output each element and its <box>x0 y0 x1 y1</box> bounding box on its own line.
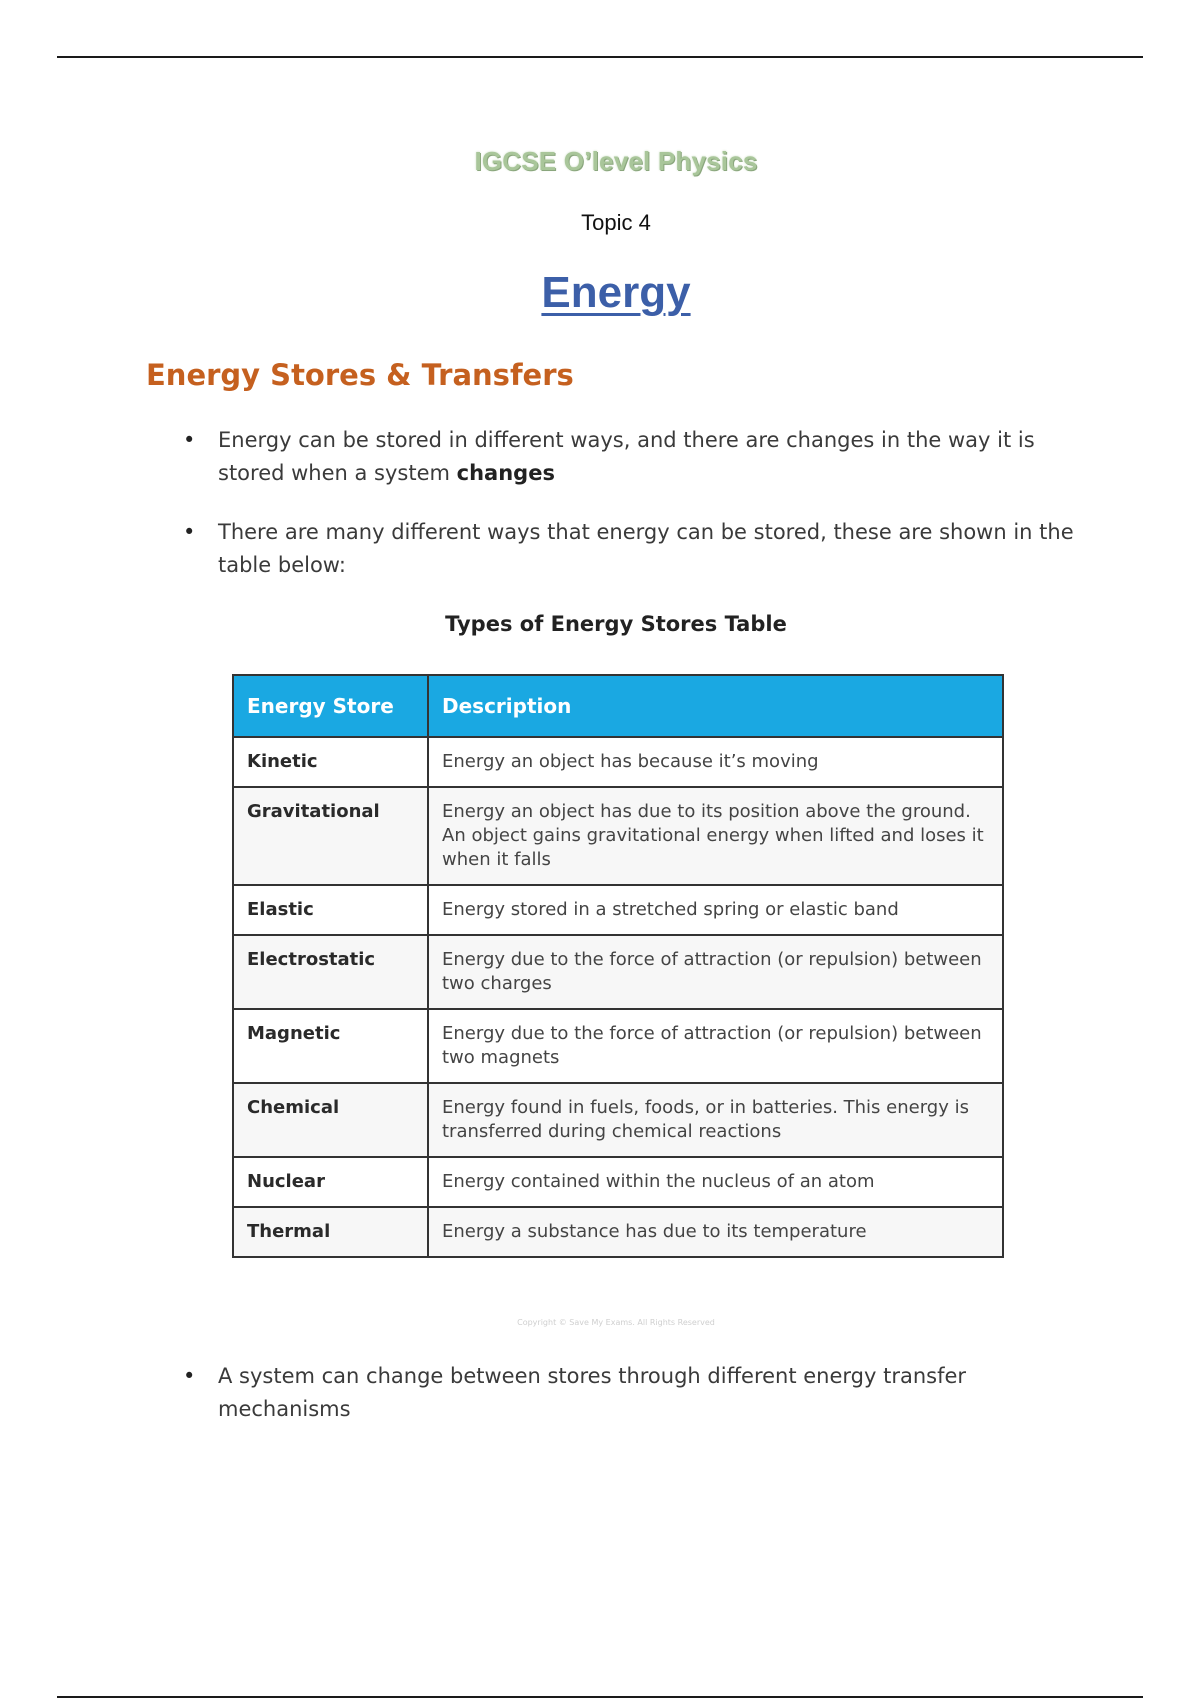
store-description-cell: Energy stored in a stretched spring or elastic band <box>428 885 1003 935</box>
copyright-notice: Copyright © Save My Exams. All Rights Reserved <box>517 1318 715 1327</box>
table-header-row <box>233 675 1003 737</box>
store-name-cell: Thermal <box>233 1207 428 1257</box>
store-name-cell: Nuclear <box>233 1157 428 1207</box>
store-name-cell: Chemical <box>233 1083 428 1157</box>
bullet-text: Energy can be stored in different ways, and there are changes in the way it is stored when a system changes <box>218 428 1035 485</box>
bullet-icon: • <box>183 428 196 452</box>
table-row <box>233 935 1003 1009</box>
bullet-item-table-intro <box>183 516 1083 582</box>
store-name-cell: Electrostatic <box>233 935 428 1009</box>
store-description-cell: Energy due to the force of attraction (or repulsion) between two magnets <box>428 1009 1003 1083</box>
store-name-cell: Gravitational <box>233 787 428 885</box>
subject-heading: IGCSE O’level Physics <box>474 146 758 176</box>
store-name-cell: Elastic <box>233 885 428 935</box>
bullet-item-stored-ways <box>183 424 1083 490</box>
store-description-cell: Energy contained within the nucleus of an atom <box>428 1157 1003 1207</box>
bullet-text: A system can change between stores through different energy transfer mechanisms <box>218 1364 967 1421</box>
table-row <box>233 787 1003 885</box>
bullet-text: There are many different ways that energy can be stored, these are shown in the table below: <box>218 520 1074 577</box>
table-row <box>233 1157 1003 1207</box>
table-row <box>233 1009 1003 1083</box>
bottom-rule <box>57 1696 1143 1698</box>
table-row <box>233 1083 1003 1157</box>
column-header-energy-store: Energy Store <box>233 675 428 737</box>
bullet-icon: • <box>183 1364 196 1388</box>
store-description-cell: Energy found in fuels, foods, or in batteries. This energy is transferred during chemical reactions <box>428 1083 1003 1157</box>
store-description-cell: Energy due to the force of attraction (or repulsion) between two charges <box>428 935 1003 1009</box>
store-description-cell: Energy an object has because it’s moving <box>428 737 1003 787</box>
topic-label: Topic 4 <box>581 210 651 235</box>
top-rule <box>57 56 1143 58</box>
section-heading: Energy Stores & Transfers <box>146 358 574 392</box>
store-description-cell: Energy a substance has due to its temperature <box>428 1207 1003 1257</box>
bullet-bold-term: changes <box>456 461 555 485</box>
store-name-cell: Kinetic <box>233 737 428 787</box>
table-caption: Types of Energy Stores Table <box>445 612 787 636</box>
table-row <box>233 885 1003 935</box>
energy-stores-table <box>232 674 1004 1258</box>
store-name-cell: Magnetic <box>233 1009 428 1083</box>
table-row <box>233 737 1003 787</box>
store-description-cell: Energy an object has due to its position above the ground. An object gains gravitational energy when lifted and loses it when it falls <box>428 787 1003 885</box>
page-title: Energy <box>541 268 691 317</box>
table-row <box>233 1207 1003 1257</box>
bullet-icon: • <box>183 520 196 544</box>
bullet-item-transfer-mechanisms <box>183 1360 1083 1426</box>
column-header-description: Description <box>428 675 1003 737</box>
